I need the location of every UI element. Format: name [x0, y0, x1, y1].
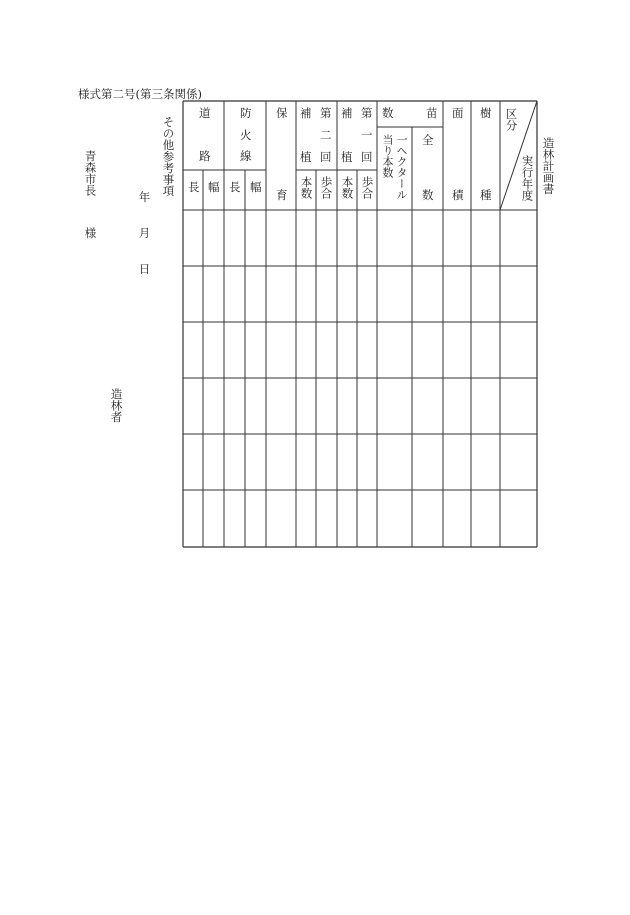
road-length-header: 長 [188, 180, 200, 194]
replant1-round-char3: 回 [361, 150, 373, 164]
maintenance-header-char1: 保 [276, 106, 288, 120]
seedlings-per-ha-line1: 一ヘクタール [395, 134, 408, 200]
replant1-round-char1: 第 [361, 106, 373, 120]
road-width-header: 幅 [208, 180, 220, 194]
seedlings-header-su: 数 [382, 106, 394, 120]
replant2-round-char3: 回 [320, 150, 332, 164]
addressee-honorific: 様 [83, 227, 98, 239]
seedlings-total-bottom: 数 [422, 188, 434, 202]
execution-year-header: 実行年度 [520, 155, 535, 201]
other-notes-header: その他参考事項 [161, 116, 176, 197]
replant2-hoshoku-char2: 植 [300, 150, 312, 164]
firebreak-header-char2: 火 [240, 128, 252, 142]
replant1-round-char2: 一 [361, 128, 373, 142]
road-header-char2: 路 [199, 149, 211, 163]
seedlings-per-ha-line2: 当り本数 [381, 134, 394, 178]
species-header-char1: 樹 [480, 106, 492, 120]
area-header-char2: 積 [452, 188, 464, 202]
area-header-char1: 面 [452, 106, 464, 120]
replant2-round-char1: 第 [320, 106, 332, 120]
maintenance-header-char2: 育 [276, 188, 288, 202]
replant2-round-char2: 二 [320, 128, 332, 142]
replant1-hoshoku-char2: 植 [341, 150, 353, 164]
form-title: 様式第二号(第三条関係) [78, 87, 202, 101]
addressee-mayor: 青森市長 [83, 150, 98, 196]
firebreak-width-header: 幅 [250, 180, 262, 194]
firebreak-header-char1: 防 [240, 106, 252, 120]
replant1-rate-header: 歩合 [360, 176, 375, 199]
road-header-char1: 道 [199, 106, 211, 120]
species-header-char2: 種 [480, 188, 492, 202]
date-month: 月 [137, 227, 152, 239]
firebreak-header-char3: 線 [240, 149, 252, 163]
replant2-rate-header: 歩合 [319, 176, 334, 199]
seedlings-total-top: 全 [422, 133, 434, 147]
seedlings-header-nae: 苗 [426, 106, 438, 120]
replant2-count-header: 本数 [299, 176, 314, 199]
applicant-label: 造林者 [109, 388, 124, 423]
date-year: 年 [137, 191, 152, 203]
category-header: 区分 [504, 108, 519, 131]
replant2-hoshoku-char1: 補 [300, 106, 312, 120]
firebreak-length-header: 長 [229, 180, 241, 194]
date-day: 日 [137, 263, 152, 275]
document-title: 造林計画書 [541, 137, 556, 195]
replant1-count-header: 本数 [340, 176, 355, 199]
replant1-hoshoku-char1: 補 [341, 106, 353, 120]
